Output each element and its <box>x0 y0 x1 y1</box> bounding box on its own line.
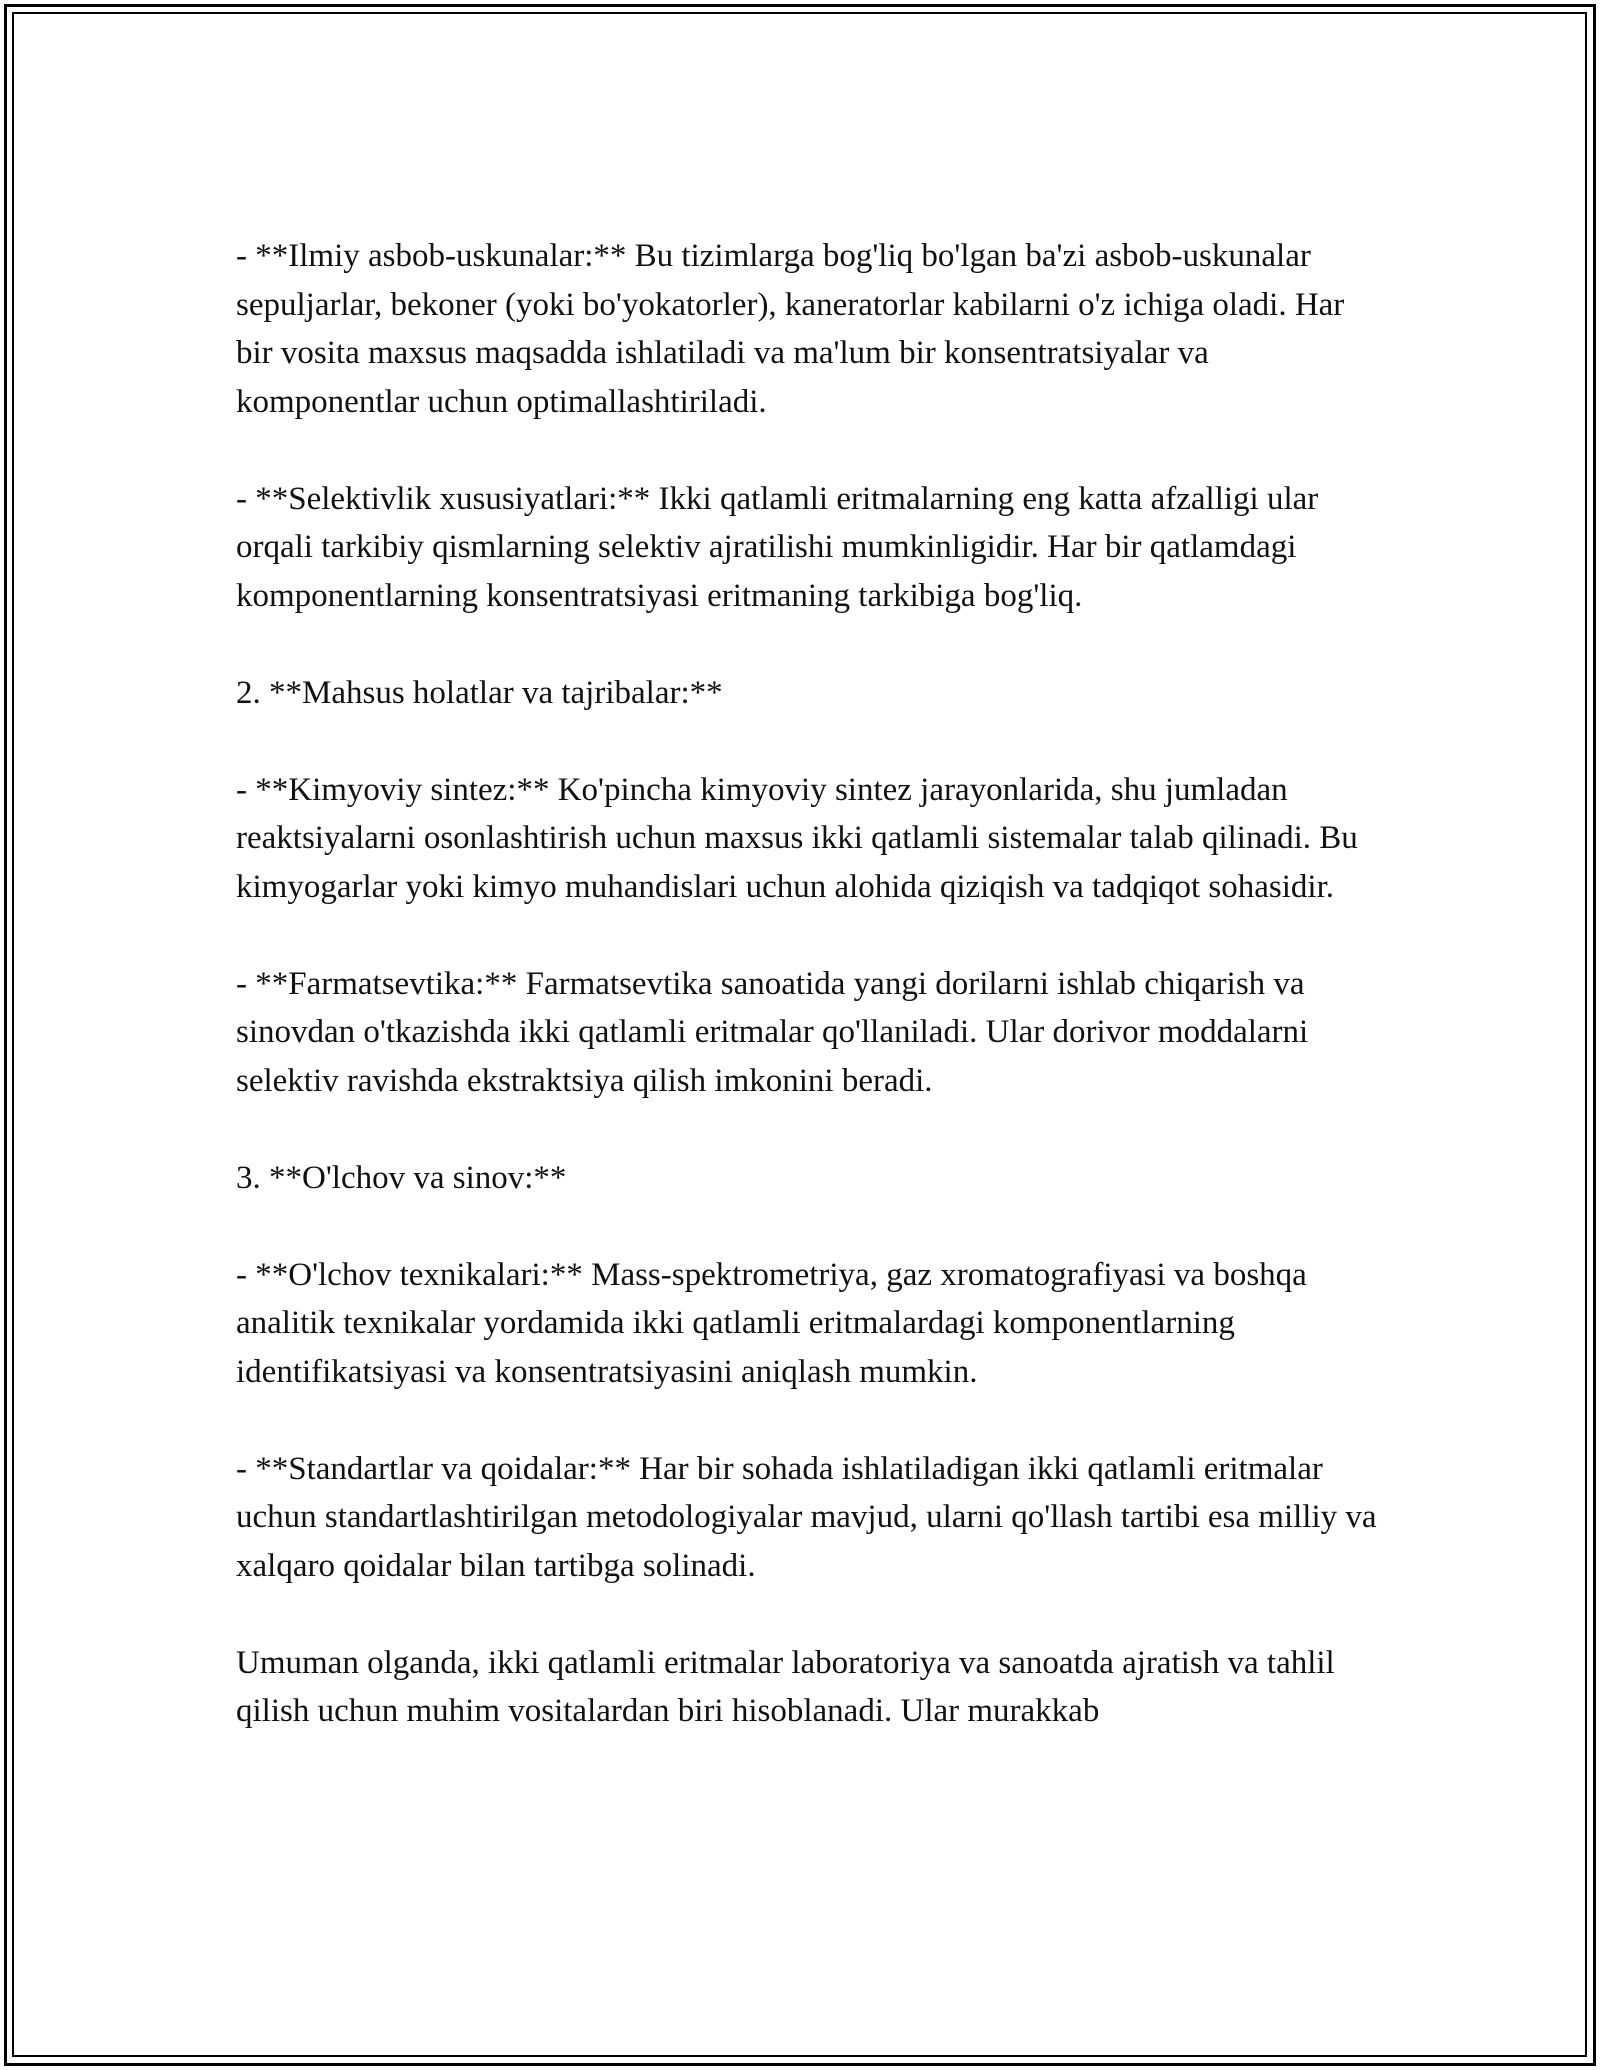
paragraph-standards: - **Standartlar va qoidalar:** Har bir sohada ishlatiladigan ikki qatlamli eritmalar uchun standartlashtirilgan metodologiyalar mavjud, ularni qo'llash tartibi esa milliy va xalqaro qoidalar bilan tartibga solinadi. <box>236 1450 1377 1584</box>
document-body <box>236 232 1386 1784</box>
paragraph-selectivity: - **Selektivlik xususiyatlari:** Ikki qatlamli eritmalarning eng katta afzalligi ular orqali tarkibiy qismlarning selektiv ajratilishi mumkinligidir. Har bir qatlamdagi komponentlarning konsentratsiyasi eritmaning tarkibiga bog'liq. <box>236 480 1319 614</box>
paragraph-chemical-synthesis: - **Kimyoviy sintez:** Ko'pincha kimyoviy sintez jarayonlarida, shu jumladan reaktsiyalarni osonlashtirish uchun maxsus ikki qatlamli sistemalar talab qilinadi. Bu kimyogarlar yoki kimyo muhandislari uchun alohida qiziqish va tadqiqot sohasidir. <box>236 771 1358 905</box>
paragraph-scientific-equipment: - **Ilmiy asbob-uskunalar:** Bu tizimlarga bog'liq bo'lgan ba'zi asbob-uskunalar sepuljarlar, bekoner (yoki bo'yokatorler), kaneratorlar kabilarni o'z ichiga oladi. Har bir vosita maxsus maqsadda ishlatiladi va ma'lum bir konsentratsiyalar va komponentlar uchun optimallashtiriladi. <box>236 238 1345 420</box>
paragraph-measurement-techniques: - **O'lchov texnikalari:** Mass-spektrometriya, gaz xromatografiyasi va boshqa analitik texnikalar yordamida ikki qatlamli eritmalardagi komponentlarning identifikatsiyasi va konsentratsiyasini aniqlash mumkin. <box>236 1256 1307 1390</box>
paragraph-pharmaceutics: - **Farmatsevtika:** Farmatsevtika sanoatida yangi dorilarni ishlab chiqarish va sinovdan o'tkazishda ikki qatlamli eritmalar qo'llaniladi. Ular dorivor moddalarni selektiv ravishda ekstraktsiya qilish imkonini beradi. <box>236 965 1309 1099</box>
heading-special-cases: 2. **Mahsus holatlar va tajribalar:** <box>236 674 723 711</box>
paragraph-conclusion: Umuman olganda, ikki qatlamli eritmalar laboratoriya va sanoatda ajratish va tahlil qilish uchun muhim vositalardan biri hisoblanadi. Ular murakkab <box>236 1644 1335 1729</box>
heading-measurement: 3. **O'lchov va sinov:** <box>236 1159 567 1196</box>
